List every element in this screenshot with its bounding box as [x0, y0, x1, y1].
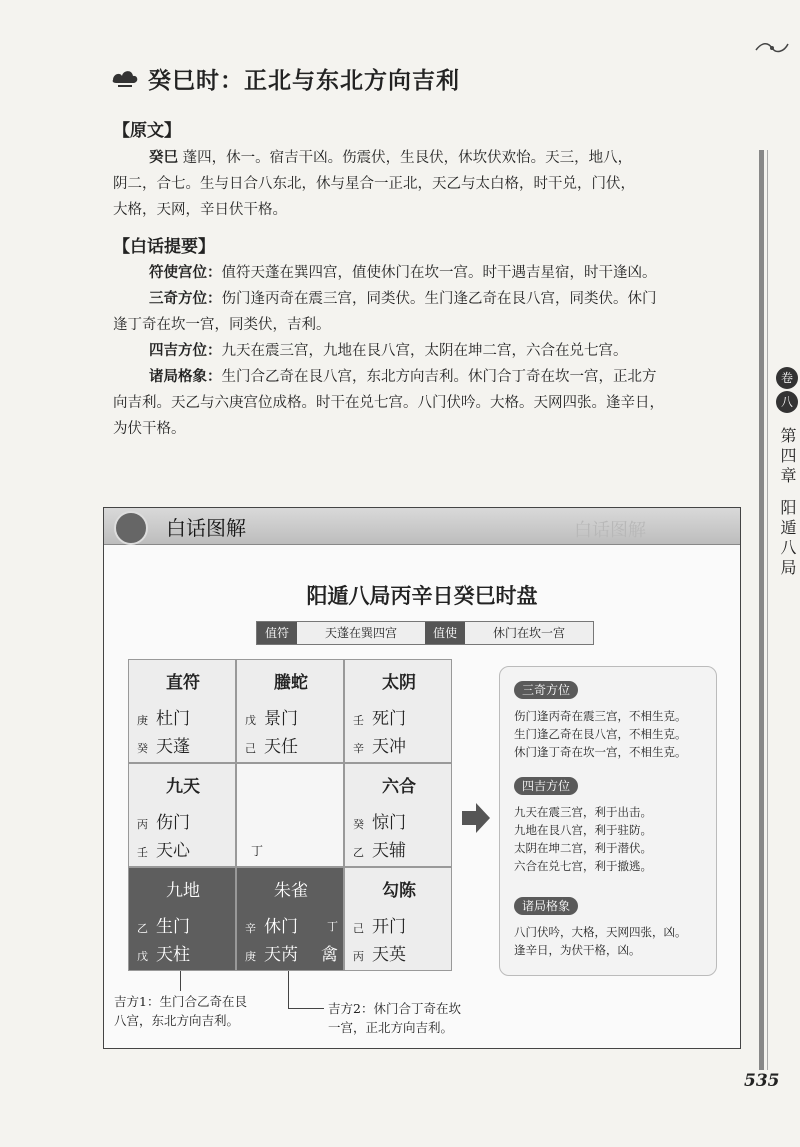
palace-star-row: 己 天任: [245, 737, 298, 757]
sidebar-rule: [759, 150, 764, 1070]
lucky-direction-note-2: 吉方2：休门合丁奇在坎 一宫，正北方向吉利。: [328, 1001, 461, 1035]
summary-line: 伤门逢丙奇在震三宫，不相生克。: [514, 709, 687, 723]
section-label: 阳遁八局: [778, 499, 797, 579]
palace-deity: 六合: [382, 777, 416, 797]
palace-deity: 勾陈: [382, 881, 416, 901]
palace-door-row: 壬 死门: [353, 709, 406, 729]
palace-cell-li: [236, 659, 344, 763]
palace-cell-dui: [344, 763, 452, 867]
palace-deity: 螣蛇: [274, 673, 308, 693]
original-line-2: 阴二，合七。生与日合八东北，休与星合一正北，天乙与太白格，时干兑，门伏，: [113, 176, 635, 192]
original-heading: 【原文】: [113, 121, 181, 141]
nine-palace-grid: [128, 659, 452, 971]
palace-deity: 九地: [166, 881, 200, 901]
cloud-ornament-icon: [110, 64, 140, 90]
lucky-direction-note-1: 吉方1：生门合乙奇在艮 八宫，东北方向吉利。: [114, 994, 247, 1028]
palace-cell-qian: [344, 867, 452, 971]
sidebar-rule-thin: [767, 150, 768, 1070]
p4-label: 诸局格象：: [149, 369, 222, 385]
summary-line: 九天在震三宫，利于出击。: [514, 805, 652, 819]
palace-cell-zhen: [128, 763, 236, 867]
palace-door-row: 辛 休门: [245, 917, 298, 937]
palace-deity: 直符: [166, 673, 200, 693]
chapter-marker: [772, 365, 800, 579]
center-stem: 丁: [251, 844, 264, 858]
page-title: 癸巳时：正北与东北方向吉利: [148, 68, 460, 94]
original-line-3: 大格，天网，辛日伏干格。: [113, 202, 287, 218]
palace-door-row: 庚 杜门: [137, 709, 190, 729]
p2-label: 三奇方位：: [149, 291, 222, 307]
palace-door-row: 癸 惊门: [353, 813, 406, 833]
palace-star-row: 戊 天柱: [137, 945, 190, 965]
summary-box: [499, 666, 717, 976]
palace-cell-xun: [128, 659, 236, 763]
panel-emblem-icon: [114, 511, 148, 545]
summary-line: 逢辛日，为伏干格，凶。: [514, 943, 641, 957]
zhifu-value: 天蓬在巽四宫: [324, 626, 397, 640]
original-line-1: 蓬四，休一。宿吉干凶。伤震伏，生艮伏，休坎伏欢怡。天三，地八，: [182, 150, 633, 166]
illustration-panel: [103, 507, 741, 1049]
note-connector-2-h: [288, 1008, 324, 1009]
palace-cell-kan: [236, 867, 344, 971]
panel-title: 白话图解: [166, 516, 246, 540]
palace-deity: 九天: [166, 777, 200, 797]
corner-ornament-icon: [754, 38, 790, 58]
vernacular-heading: 【白话提要】: [113, 237, 215, 257]
p1-text: 值符天蓬在巽四宫，值使休门在坎一宫。时干遇吉星宿，时干逢凶。: [221, 265, 657, 281]
volume-number-seal: 八: [776, 391, 798, 413]
zhishi-label: 值使: [425, 622, 465, 644]
palace-door-row: 乙 生门: [137, 917, 190, 937]
palace-cell-gen: [128, 867, 236, 971]
p2-text-2: 逢丁奇在坎一宫，同类伏，吉利。: [113, 317, 331, 333]
palace-star-row: 癸 天蓬: [137, 737, 190, 757]
panel-header: [104, 508, 740, 545]
palace-star-row: 庚 天芮: [245, 945, 298, 965]
note-connector-2: [288, 971, 289, 1009]
page-number: 535: [744, 1071, 780, 1091]
palace-cell-center: [236, 763, 344, 867]
p3-label: 四吉方位：: [149, 343, 222, 359]
p1-label: 符使宫位：: [149, 265, 222, 281]
summary-tag-qi: 三奇方位: [514, 681, 578, 699]
palace-star-row: 乙 天辅: [353, 841, 406, 861]
zhishi-value: 休门在坎一宫: [492, 626, 565, 640]
vernacular-text: [113, 260, 735, 442]
duty-info-bar: [256, 621, 594, 645]
summary-line: 太阴在坤二宫，利于潜伏。: [514, 841, 652, 855]
summary-tag-ge: 诸局格象: [514, 897, 578, 915]
palace-extra-stem: 丁: [327, 920, 338, 933]
p2-text-1: 伤门逢丙奇在震三宫，同类伏。生门逢乙奇在艮八宫，同类伏。休门: [221, 291, 657, 307]
summary-line: 六合在兑七宫，利于撤逃。: [514, 859, 652, 873]
palace-star-row: 丙 天英: [353, 945, 406, 965]
palace-deity: 朱雀: [274, 881, 308, 901]
p4-text-1: 生门合乙奇在艮八宫，东北方向吉利。休门合丁奇在坎一宫，正北方: [221, 369, 657, 385]
p4-text-2: 向吉利。天乙与六庚宫位成格。时干在兑七宫。八门伏吟。大格。天网四张。逢辛日，: [113, 395, 664, 411]
palace-door-row: 己 开门: [353, 917, 406, 937]
arrow-right-icon: [462, 803, 490, 833]
summary-line: 休门逢丁奇在坎一宫，不相生克。: [514, 745, 687, 759]
original-text: [113, 145, 735, 223]
palace-star-row: 辛 天冲: [353, 737, 406, 757]
palace-deity: 太阴: [382, 673, 416, 693]
zhifu-label: 值符: [257, 622, 297, 644]
volume-seal: 卷: [776, 367, 798, 389]
palace-door-row: 戊 景门: [245, 709, 298, 729]
summary-tag-ji: 四吉方位: [514, 777, 578, 795]
summary-line: 九地在艮八宫，利于驻防。: [514, 823, 652, 837]
original-lead: 癸巳: [149, 150, 178, 166]
note-connector-1: [180, 971, 181, 991]
p3-text: 九天在震三宫，九地在艮八宫，太阴在坤二宫，六合在兑七宫。: [221, 343, 628, 359]
palace-extra-star: 禽: [321, 945, 338, 965]
palace-door-row: 丙 伤门: [137, 813, 190, 833]
summary-line: 生门逢乙奇在艮八宫，不相生克。: [514, 727, 687, 741]
chapter-label: 第四章: [778, 427, 797, 487]
panel-watermark: 白话图解: [574, 520, 646, 541]
p4-text-3: 为伏干格。: [113, 421, 186, 437]
palace-star-row: 壬 天心: [137, 841, 190, 861]
summary-line: 八门伏吟，大格，天网四张，凶。: [514, 925, 687, 939]
palace-cell-kun: [344, 659, 452, 763]
chart-title: 阳遁八局丙辛日癸巳时盘: [306, 584, 538, 608]
